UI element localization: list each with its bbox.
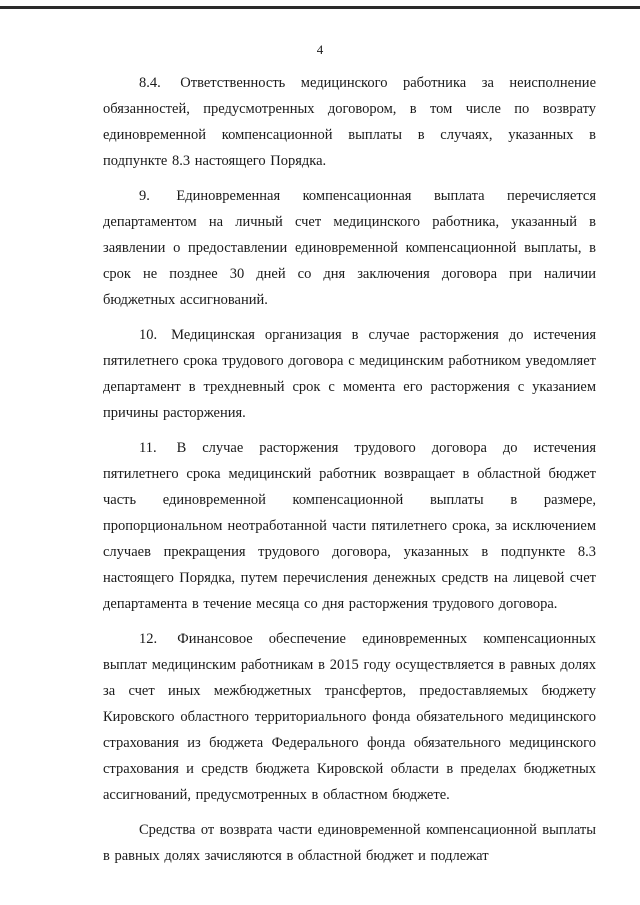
paragraph-text: Ответственность медицинского работника за неисполнение обязанностей, предусмотренных договором, в том числе по возврату единовременной компенсационной выплаты в случаях, указанных в подпункте 8.3 настоящего Порядка. xyxy=(103,75,596,169)
paragraph-text: Единовременная компенсационная выплата перечисляется департаментом на личный счет медицинского работника, указанный в заявлении о предоставлении единовременной компенсационной выплаты, в срок не позднее 30 дней со дня заключения договора при наличии бюджетных ассигнований. xyxy=(103,188,596,308)
paragraph-number: 10. xyxy=(139,327,158,343)
paragraph-number: 11. xyxy=(139,440,157,456)
document-body xyxy=(103,70,596,878)
paragraph-10 xyxy=(103,322,596,426)
paragraph-text: Финансовое обеспечение единовременных компенсационных выплат медицинским работникам в 2015 году осуществляется в равных долях за счет иных межбюджетных трансфертов, предоставляемых бюджету Кировского областного территориального фонда обязательного медицинского страхования из бюджета Федерального фонда обязательного медицинского страхования и средств бюджета Кировской области в пределах бюджетных ассигнований, предусмотренных в областном бюджете. xyxy=(103,631,596,803)
paragraph-funds-return xyxy=(103,817,596,869)
top-border-line xyxy=(0,6,640,9)
paragraph-number: 8.4. xyxy=(139,75,161,91)
paragraph-text: Средства от возврата части единовременной компенсационной выплаты в равных долях зачисляются в областной бюджет и подлежат xyxy=(103,822,596,864)
paragraph-9 xyxy=(103,183,596,313)
paragraph-text: В случае расторжения трудового договора до истечения пятилетнего срока медицинский работник возвращает в областной бюджет часть единовременной компенсационной выплаты в размере, пропорциональном неотработанной части пятилетнего срока, за исключением случаев прекращения трудового договора, указанных в подпункте 8.3 настоящего Порядка, путем перечисления денежных средств на лицевой счет департамента в течение месяца со дня расторжения трудового договора. xyxy=(103,440,596,612)
paragraph-number: 9. xyxy=(139,188,150,204)
paragraph-text: Медицинская организация в случае расторжения до истечения пятилетнего срока трудового договора с медицинским работником уведомляет департамент в трехдневный срок с момента его расторжения с указанием причины расторжения. xyxy=(103,327,596,421)
paragraph-number: 12. xyxy=(139,631,158,647)
page-number: 4 xyxy=(316,42,324,57)
paragraph-8-4 xyxy=(103,70,596,174)
paragraph-11 xyxy=(103,435,596,617)
paragraph-12 xyxy=(103,626,596,808)
